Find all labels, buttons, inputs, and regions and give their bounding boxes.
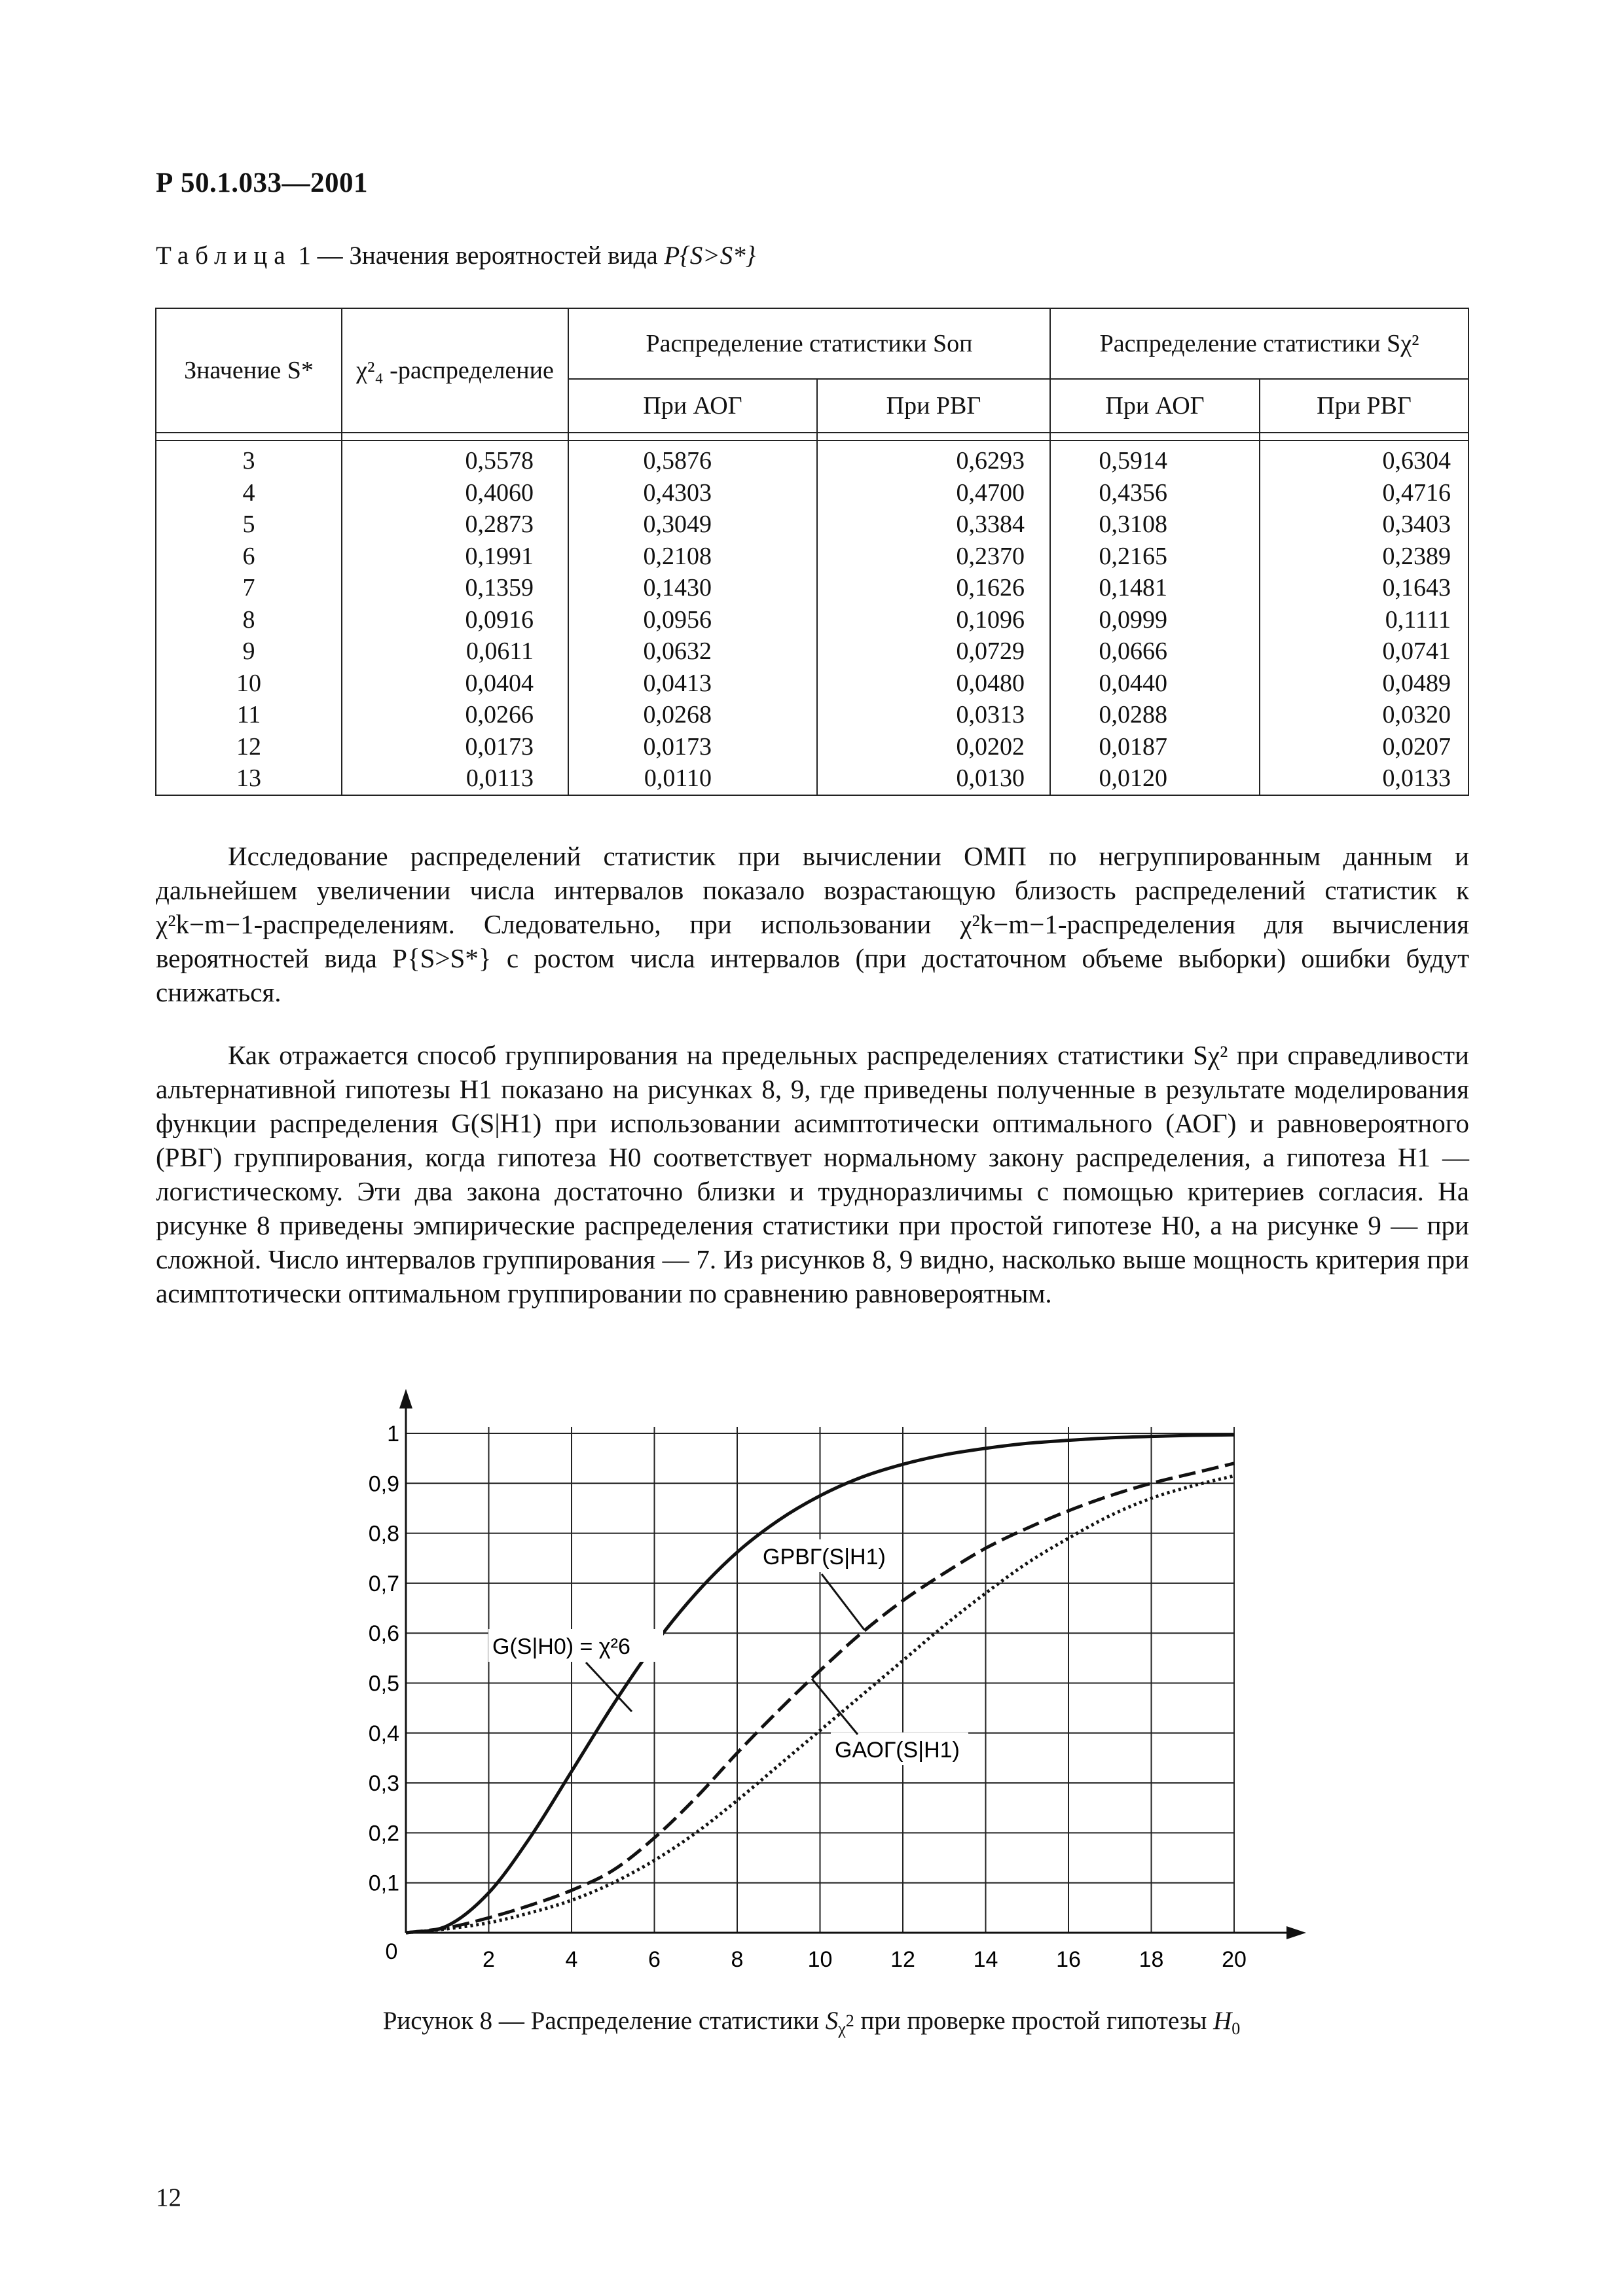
y-tick-label: 0,8 (368, 1521, 399, 1547)
table-cell: 3 (156, 440, 342, 477)
table-row (156, 636, 1468, 668)
y-tick-label: 0,5 (368, 1671, 399, 1696)
table-cell: 0,5914 (1050, 440, 1260, 477)
y-tick-label: 0,6 (368, 1621, 399, 1647)
label-h0-curve: G(S|H0) = χ²6 (492, 1634, 630, 1659)
y-tick-label: 0,2 (368, 1821, 399, 1846)
caption-right: при проверке простой гипотезы (854, 2007, 1214, 2035)
table-cell: 0,0404 (342, 668, 568, 700)
table-cell: 0,5578 (342, 440, 568, 477)
table-cell: 0,1626 (817, 572, 1050, 604)
x-tick-label: 8 (731, 1947, 744, 1972)
y-axis-arrow (399, 1389, 412, 1408)
table-row (156, 509, 1468, 541)
table-cell: 0,0489 (1260, 668, 1468, 700)
header-op-aog: При АОГ (568, 379, 817, 433)
table-cell: 0,3384 (817, 509, 1050, 541)
x-tick-label: 14 (973, 1947, 998, 1972)
table-cell: 0,0268 (568, 699, 817, 731)
table-row (156, 440, 1468, 477)
table-title-rest: 1 — Значения вероятностей вида (291, 242, 665, 270)
table-row (156, 572, 1468, 604)
table-cell: 0,0173 (342, 731, 568, 763)
table-title-prefix: Таблица (156, 242, 292, 270)
header-op-rvg: При РВГ (817, 379, 1050, 433)
table-cell: 0,4716 (1260, 477, 1468, 509)
table-cell: 0,0480 (817, 668, 1050, 700)
header-s-value: Значение S* (156, 308, 342, 433)
label-aog-curve: GАОГ(S|H1) (835, 1738, 960, 1763)
header-group-chi: Распределение статистики Sχ² (1050, 308, 1468, 379)
table-cell: 0,1481 (1050, 572, 1260, 604)
y-tick-label: 0,3 (368, 1771, 399, 1797)
x-axis-arrow (1286, 1926, 1306, 1939)
x-tick-label: 6 (648, 1947, 661, 1972)
x-tick-label: 18 (1139, 1947, 1164, 1972)
table-cell: 0,0266 (342, 699, 568, 731)
table-cell: 0,2108 (568, 541, 817, 573)
table-cell: 0,0741 (1260, 636, 1468, 668)
table-cell: 0,2389 (1260, 541, 1468, 573)
table-cell: 0,0173 (568, 731, 817, 763)
table-cell: 0,0413 (568, 668, 817, 700)
x-tick-label: 4 (565, 1947, 578, 1972)
table-row (156, 668, 1468, 700)
caption-left: Рисунок 8 — Распределение статистики (382, 2007, 826, 2035)
table-cell: 0,6304 (1260, 440, 1468, 477)
y-tick-label: 1 (387, 1422, 399, 1446)
y-tick-label: 0,1 (368, 1871, 399, 1896)
table-cell: 0,0120 (1050, 762, 1260, 795)
table-cell: 0,2165 (1050, 541, 1260, 573)
x-tick-label: 10 (807, 1947, 833, 1972)
table-cell: 0,2370 (817, 541, 1050, 573)
table-cell: 0,0207 (1260, 731, 1468, 763)
table-cell: 0,1096 (817, 604, 1050, 636)
table-row (156, 477, 1468, 509)
table-cell: 0,1643 (1260, 572, 1468, 604)
table-cell: 0,0110 (568, 762, 817, 795)
table-cell: 0,0632 (568, 636, 817, 668)
table-cell: 0,0133 (1260, 762, 1468, 795)
paragraph-2: Как отражается способ группирования на предельных распределениях статистики Sχ² при справедливости альтернативной гипотезы H1 показано на рисунках 8, 9, где приведены полученные в результате моделирования функции распределения G(S|H1) при использовании асимптотически оптимального (АОГ) и равновероятного (РВГ) группирования, когда гипотеза H0 соответствует нормальному закону распределения, а гипотеза H1 — логистическому. Эти два закона достаточно близки и трудноразличимы с помощью критериев согласия. На рисунке 8 приведены эмпирические распределения статистики при простой гипотезе H0, а на рисунке 9 — при сложной. Число интервалов группирования — 7. Из рисунков 8, 9 видно, насколько выше мощность критерия при асимптотически оптимальном группировании по сравнению равновероятным. (156, 1040, 1469, 1308)
x-tick-label: 2 (483, 1947, 495, 1972)
table-cell: 0,3049 (568, 509, 817, 541)
header-chi-square: χ²₄ -распределение (342, 308, 568, 433)
table-cell: 0,0666 (1050, 636, 1260, 668)
table-cell: 0,6293 (817, 440, 1050, 477)
figure-caption: Рисунок 8 — Распределение статистики $S_\chi 2$ при проверке простой гипотезы $H_0$ (382, 2007, 1241, 2038)
table-cell: 12 (156, 731, 342, 763)
table-cell: 0,5876 (568, 440, 817, 477)
table-title (156, 241, 756, 270)
table-cell: 0,0187 (1050, 731, 1260, 763)
leader-line-aog (812, 1679, 858, 1734)
table-cell: 0,0313 (817, 699, 1050, 731)
header-chi-rvg: При РВГ (1260, 379, 1468, 433)
table-cell: 0,0956 (568, 604, 817, 636)
x-tick-label: 20 (1222, 1947, 1247, 1972)
table-row (156, 604, 1468, 636)
y-tick-label: 0,4 (368, 1721, 399, 1746)
table-cell: 13 (156, 762, 342, 795)
table-row (156, 541, 1468, 573)
document-code: Р 50.1.033—2001 (156, 168, 369, 198)
table-row (156, 731, 1468, 763)
table-cell: 6 (156, 541, 342, 573)
table-cell: 0,4060 (342, 477, 568, 509)
table-cell: 8 (156, 604, 342, 636)
table-cell: 0,4700 (817, 477, 1050, 509)
paragraph-1: Исследование распределений статистик при вычислении ОМП по негруппированным данным и дальнейшем увеличении числа интервалов показало возрастающую близость распределений статистик к χ²k−m−1-распределениям. Следовательно, при использовании χ²k−m−1-распределения для вычисления вероятностей вида P{S>S*} с ростом числа интервалов (при достаточном объеме выборки) ошибки будут снижаться. (156, 841, 1469, 1007)
table-cell: 0,1111 (1260, 604, 1468, 636)
table-cell: 0,2873 (342, 509, 568, 541)
table-cell: 0,0916 (342, 604, 568, 636)
table-cell: 4 (156, 477, 342, 509)
label-rvg-curve: GРВГ(S|H1) (763, 1545, 886, 1570)
table-cell: 0,1430 (568, 572, 817, 604)
table-cell: 11 (156, 699, 342, 731)
table-row (156, 699, 1468, 731)
table-row (156, 762, 1468, 795)
table-cell: 0,0729 (817, 636, 1050, 668)
table-cell: 0,3403 (1260, 509, 1468, 541)
x-tick-label: 12 (890, 1947, 915, 1972)
table-cell: 0,0113 (342, 762, 568, 795)
table-cell: 5 (156, 509, 342, 541)
table-title-math: P{S>S*} (664, 242, 756, 270)
table-cell: 0,0440 (1050, 668, 1260, 700)
origin-label: 0 (385, 1939, 398, 1964)
table-cell: 0,0288 (1050, 699, 1260, 731)
table-cell: 10 (156, 668, 342, 700)
y-tick-label: 0,9 (368, 1471, 399, 1497)
table-cell: 9 (156, 636, 342, 668)
table-cell: 0,4356 (1050, 477, 1260, 509)
leader-line-rvg (822, 1574, 864, 1630)
page-number: 12 (156, 2183, 181, 2212)
table-cell: 0,3108 (1050, 509, 1260, 541)
probability-table (155, 308, 1468, 796)
figure-8-chart (340, 1381, 1303, 1972)
table-cell: 0,0320 (1260, 699, 1468, 731)
y-tick-label: 0,7 (368, 1571, 399, 1596)
table-cell: 0,0130 (817, 762, 1050, 795)
table-cell: 0,1359 (342, 572, 568, 604)
table-cell: 0,1991 (342, 541, 568, 573)
table-cell: 0,4303 (568, 477, 817, 509)
header-group-op: Распределение статистики Sоп (568, 308, 1050, 379)
table-cell: 0,0999 (1050, 604, 1260, 636)
table-cell: 0,0611 (342, 636, 568, 668)
table-cell: 0,0202 (817, 731, 1050, 763)
x-tick-label: 16 (1056, 1947, 1081, 1972)
table-cell: 7 (156, 572, 342, 604)
header-chi-aog: При АОГ (1050, 379, 1260, 433)
